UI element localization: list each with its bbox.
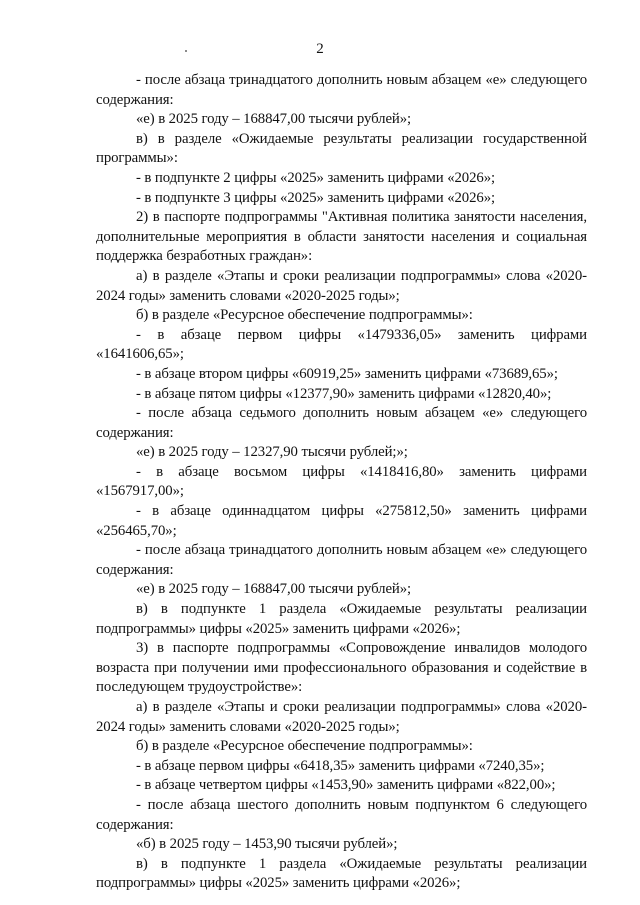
paragraph: - в абзаце первом цифры «6418,35» заменить цифрами «7240,35»;	[136, 757, 545, 774]
paragraph: б) в разделе «Ресурсное обеспечение подпрограммы»:	[136, 307, 473, 324]
paragraph: - в абзаце четвертом цифры «1453,90» заменить цифрами «822,00»;	[136, 777, 556, 794]
paragraph: - после абзаца седьмого дополнить новым абзацем «е» следующего содержания:	[96, 405, 587, 441]
paragraph: - в абзаце восьмом цифры «1418416,80» заменить цифрами «1567917,00»;	[96, 463, 587, 500]
paragraph: - после абзаца тринадцатого дополнить новым абзацем «е» следующего содержания:	[96, 72, 587, 108]
paragraph: «е) в 2025 году – 168847,00 тысячи рублей»;	[136, 581, 412, 598]
paragraph: в) в подпункте 1 раздела «Ожидаемые результаты реализации подпрограммы» цифры «2025» заменить цифрами «2026»;	[96, 855, 587, 892]
paragraph: «е) в 2025 году – 168847,00 тысячи рублей»;	[136, 111, 412, 128]
paragraph: - в абзаце втором цифры «60919,25» заменить цифрами «73689,65»;	[136, 365, 558, 382]
paragraph: - в абзаце пятом цифры «12377,90» заменить цифрами «12820,40»;	[136, 385, 552, 402]
paragraph: «е) в 2025 году – 12327,90 тысячи рублей;»;	[136, 444, 408, 461]
paragraph: - после абзаца шестого дополнить новым подпунктом 6 следующего содержания:	[96, 796, 587, 833]
paragraph: в) в подпункте 1 раздела «Ожидаемые результаты реализации подпрограммы» цифры «2025» заменить цифрами «2026»;	[96, 601, 587, 637]
paragraph: 3) в паспорте подпрограммы «Сопровождение инвалидов молодого возраста при получении ими профессионального образования и содействие в последующем трудоустройстве»:	[96, 640, 587, 696]
paragraph: а) в разделе «Этапы и сроки реализации подпрограммы» слова «2020-2024 годы» заменить словами «2020-2025 годы»;	[96, 699, 587, 735]
paragraph: в) в разделе «Ожидаемые результаты реализации государственной программы»:	[96, 130, 587, 167]
document-body	[96, 71, 587, 894]
scan-artifact	[185, 50, 187, 52]
paragraph: - в подпункте 3 цифры «2025» заменить цифрами «2026»;	[136, 189, 496, 206]
paragraph: - в абзаце одиннадцатом цифры «275812,50» заменить цифрами «256465,70»;	[96, 503, 587, 539]
paragraph: «б) в 2025 году – 1453,90 тысячи рублей»;	[136, 836, 398, 853]
page-number: 2	[316, 41, 324, 57]
paragraph: а) в разделе «Этапы и сроки реализации подпрограммы» слова «2020-2024 годы» заменить словами «2020-2025 годы»;	[96, 267, 587, 304]
paragraph: - в абзаце первом цифры «1479336,05» заменить цифрами «1641606,65»;	[96, 326, 587, 363]
paragraph: - после абзаца тринадцатого дополнить новым абзацем «е» следующего содержания:	[96, 542, 587, 578]
paragraph: - в подпункте 2 цифры «2025» заменить цифрами «2026»;	[136, 169, 496, 186]
paragraph: б) в разделе «Ресурсное обеспечение подпрограммы»:	[136, 738, 473, 755]
paragraph: 2) в паспорте подпрограммы "Активная политика занятости населения, дополнительные мероприятия в области занятости населения и социальная поддержка безработных граждан»:	[96, 209, 587, 265]
